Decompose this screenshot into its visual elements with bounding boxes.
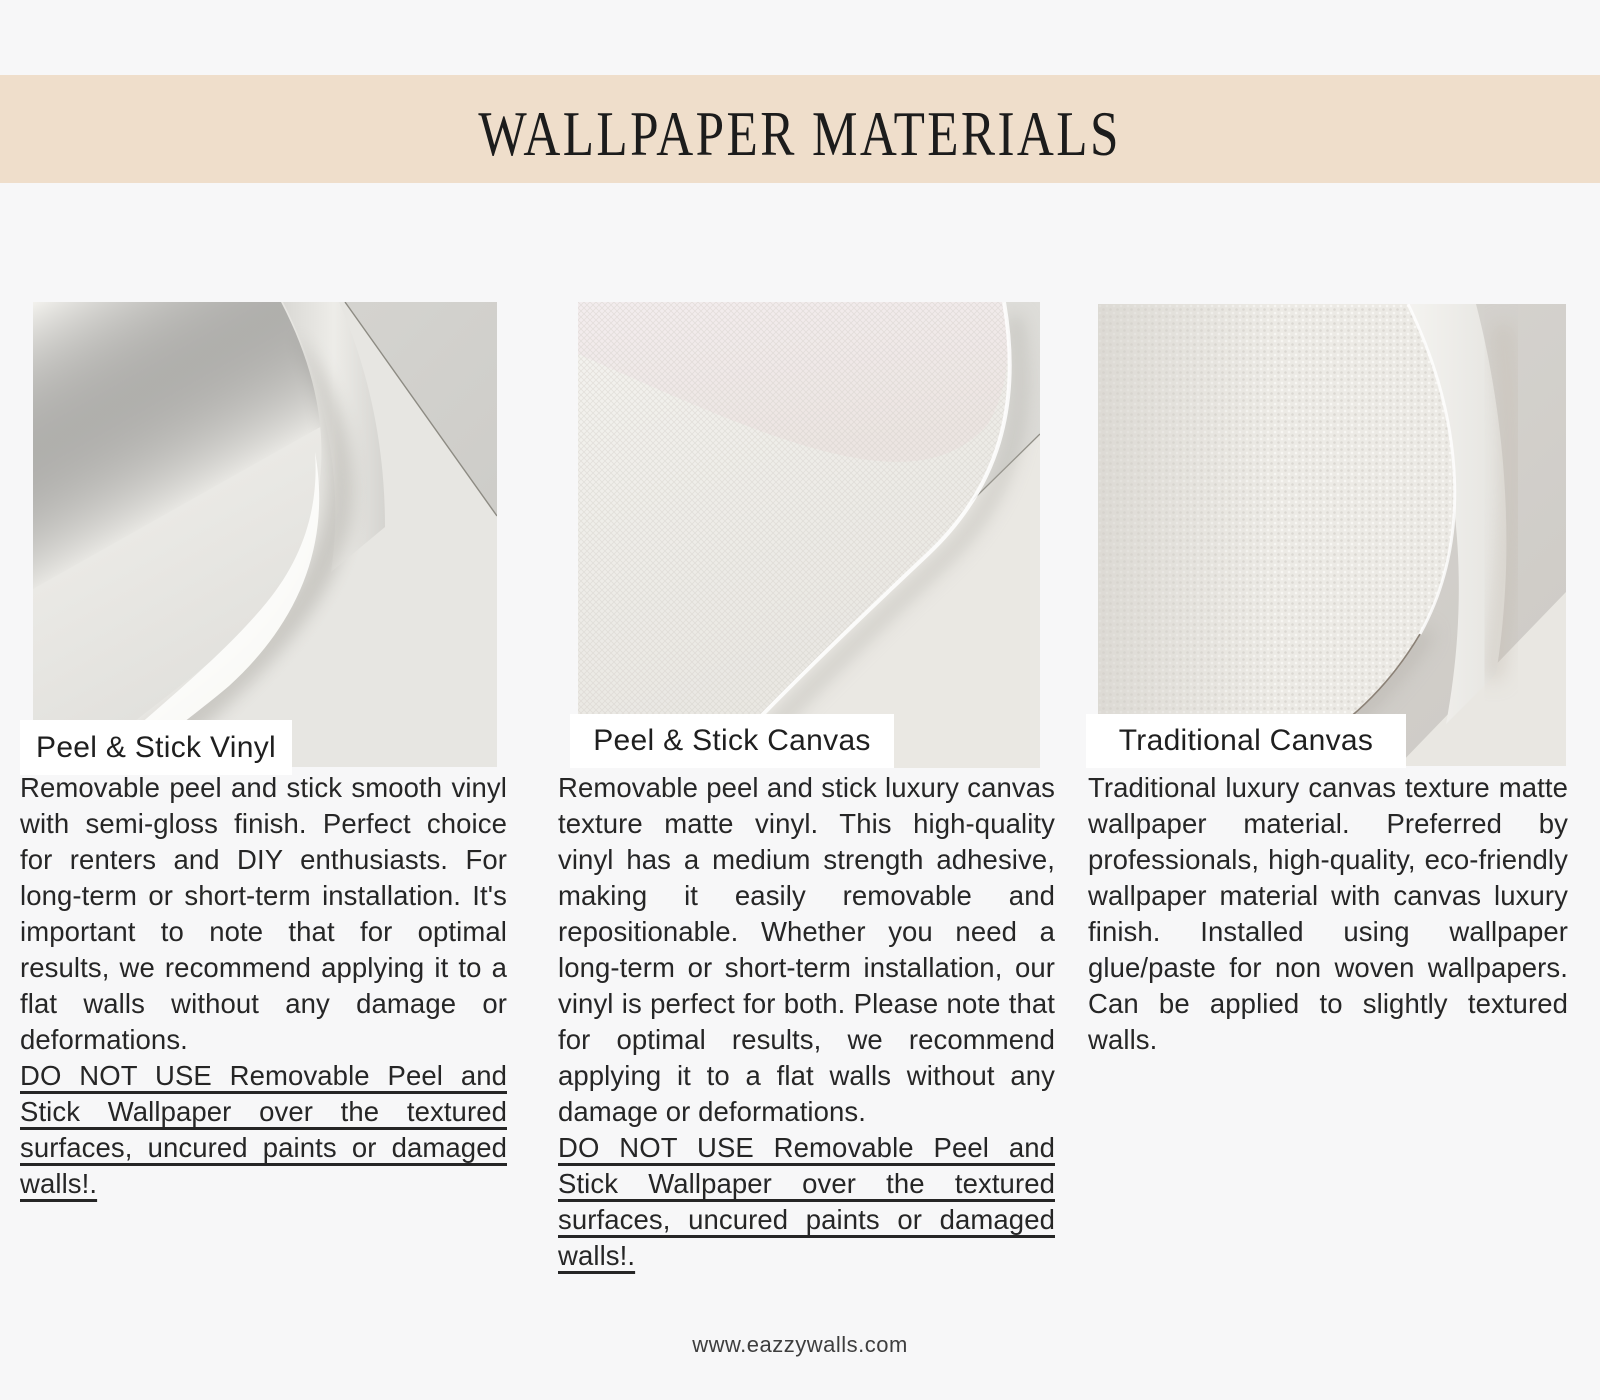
peel-stick-vinyl-photo [33,302,497,767]
card-label-text: Peel & Stick Vinyl [36,730,276,764]
footer-website-url: www.eazzywalls.com [692,1332,908,1357]
banner [0,75,1600,183]
card-body-peel-stick-canvas [558,770,1055,1274]
card-description: Traditional luxury canvas texture matte wallpaper material. Preferred by professionals, high-quality, eco-friendly wallpaper material with canvas luxury finish. Installed using wallpaper glue/paste for non woven wallpapers. Can be applied to slightly textured walls. [1088,772,1568,1055]
card-label-peel-stick-canvas [570,714,894,768]
card-label-text: Traditional Canvas [1118,724,1374,757]
card-description: Removable peel and stick smooth vinyl with semi-gloss finish. Perfect choice for renters and DIY enthusiasts. For long-term or short-term installation. It's important to note that for optimal results, we recommend applying it to a flat walls without any damage or deformations. [20,772,507,1055]
card-warning: DO NOT USE Removable Peel and Stick Wallpaper over the textured surfaces, uncured paints or damaged walls!. [558,1132,1055,1271]
card-label-text: Peel & Stick Canvas [593,724,871,757]
peel-stick-canvas-photo [578,302,1040,768]
card-description: Removable peel and stick luxury canvas texture matte vinyl. This high-quality vinyl has a medium strength adhesive, making it easily removable and repositionable. Whether you need a long-term or short-term installation, our vinyl is perfect for both. Please note that for optimal results, we recommend applying it to a flat walls without any damage or deformations. [558,772,1055,1127]
card-warning: DO NOT USE Removable Peel and Stick Wallpaper over the textured surfaces, uncured paints or damaged walls!. [20,1060,507,1199]
card-body-traditional-canvas [1088,770,1568,1058]
traditional-canvas-photo [1098,304,1566,766]
footer [0,1332,1600,1358]
page-title: WALLPAPER MATERIALS [478,98,1122,169]
card-body-peel-stick-vinyl [20,770,507,1202]
card-label-peel-stick-vinyl [20,720,292,775]
card-label-traditional-canvas [1086,714,1406,768]
